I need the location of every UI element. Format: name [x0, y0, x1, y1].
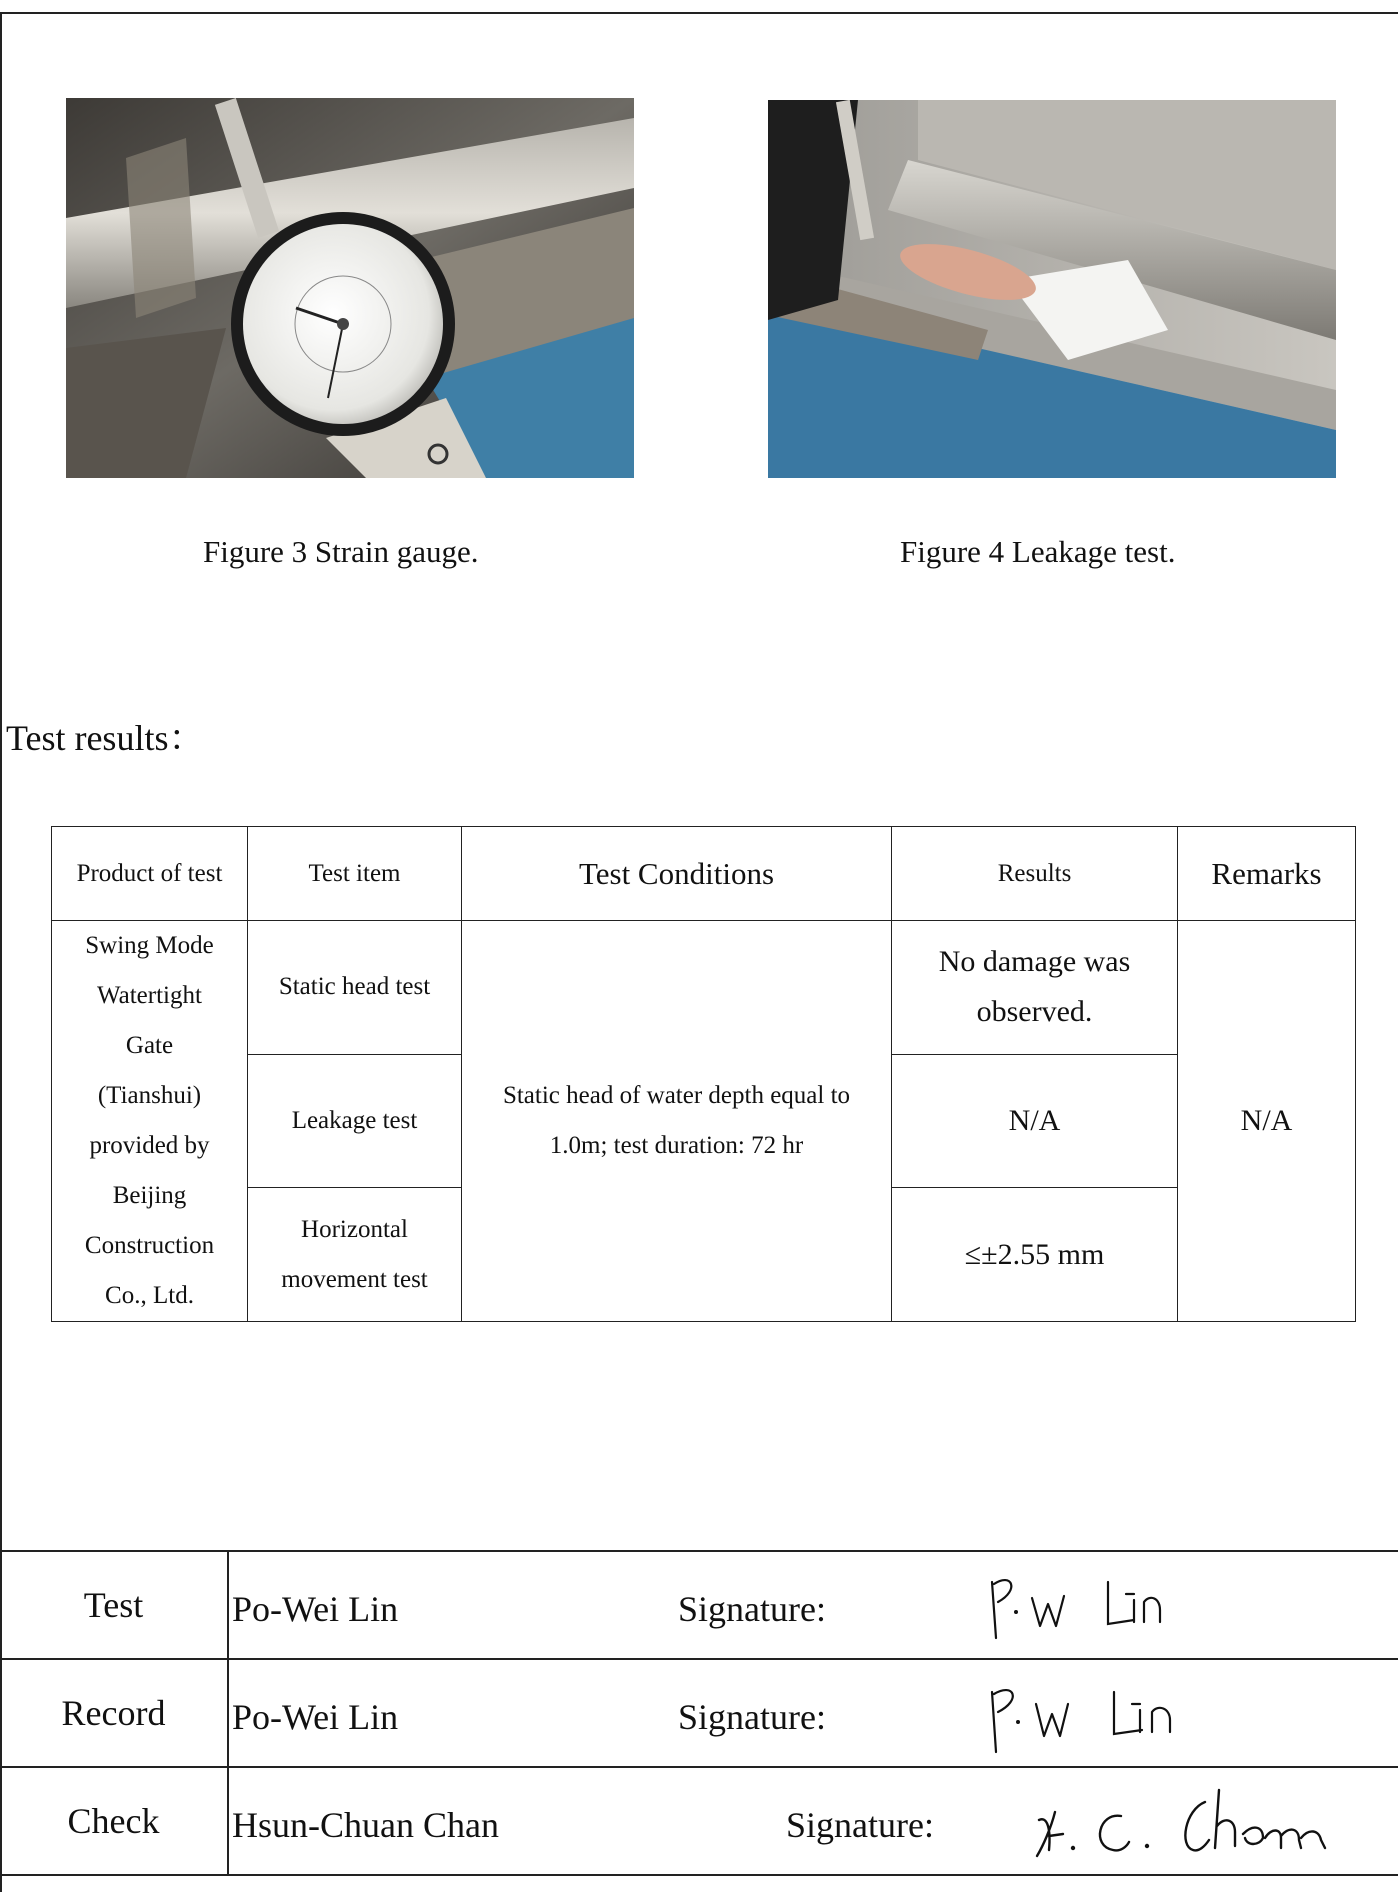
result-leakage	[892, 1054, 1178, 1188]
product-line: Swing Mode	[85, 932, 214, 959]
product-line: Co., Ltd.	[105, 1282, 194, 1309]
signoff-row-check	[0, 1767, 1398, 1875]
result-line: N/A	[1008, 1103, 1061, 1137]
condition-line: 1.0m; test duration: 72 hr	[549, 1132, 804, 1159]
test-item-line: Static head test	[278, 973, 431, 1001]
product-cell	[52, 921, 248, 1322]
header-product: Product of test	[52, 827, 248, 921]
page-border-top	[0, 12, 1398, 14]
header-test-conditions: Test Conditions	[462, 827, 892, 921]
test-item-line: Horizontal	[301, 1215, 408, 1243]
person-cell	[228, 1659, 1398, 1767]
test-item-line: Leakage test	[291, 1106, 418, 1134]
product-line: (Tianshui)	[97, 1082, 202, 1109]
test-results-table	[51, 826, 1356, 1322]
strain-gauge-photo	[66, 98, 634, 478]
product-line: Gate	[125, 1032, 174, 1059]
test-item-static-head	[248, 921, 462, 1055]
person-name: Po-Wei Lin	[232, 1697, 399, 1738]
test-item-line: movement test	[281, 1265, 428, 1293]
table-row	[52, 921, 1356, 1055]
test-conditions-cell	[462, 921, 892, 1322]
result-line: ≤±2.55 mm	[964, 1237, 1105, 1271]
result-static-head	[892, 921, 1178, 1055]
signature-label: Signature:	[678, 1589, 826, 1630]
result-line: observed.	[976, 995, 1093, 1029]
signature-image	[1029, 1776, 1359, 1868]
condition-line: Static head of water depth equal to	[502, 1082, 851, 1109]
signoff-row-test	[0, 1551, 1398, 1659]
header-test-item: Test item	[248, 827, 462, 921]
figure-4-caption: Figure 4 Leakage test.	[900, 534, 1176, 569]
section-title: Test results：	[6, 718, 205, 758]
person-cell	[228, 1551, 1398, 1659]
result-horizontal-movement	[892, 1188, 1178, 1322]
signoff-row-record	[0, 1659, 1398, 1767]
product-line: Beijing	[112, 1182, 187, 1209]
role-label: Check	[0, 1767, 228, 1875]
product-line: Watertight	[97, 982, 202, 1009]
signature-label: Signature:	[786, 1805, 934, 1846]
role-label: Test	[0, 1551, 228, 1659]
test-item-leakage	[248, 1054, 462, 1188]
table-header-row	[52, 827, 1356, 921]
test-item-horizontal-movement	[248, 1188, 462, 1322]
remarks-cell: N/A	[1178, 921, 1356, 1322]
result-line: No damage was	[938, 945, 1131, 979]
figure-3-caption: Figure 3 Strain gauge.	[203, 534, 479, 569]
person-name: Po-Wei Lin	[232, 1589, 399, 1630]
signature-image	[984, 1560, 1204, 1650]
product-line: provided by	[89, 1132, 210, 1159]
product-line: Construction	[84, 1232, 215, 1259]
person-cell	[228, 1767, 1398, 1875]
signature-label: Signature:	[678, 1697, 826, 1738]
leakage-test-photo	[768, 100, 1336, 478]
signature-image	[984, 1668, 1204, 1758]
person-name: Hsun-Chuan Chan	[232, 1805, 499, 1846]
signoff-table	[0, 1550, 1398, 1876]
role-label: Record	[0, 1659, 228, 1767]
header-remarks: Remarks	[1178, 827, 1356, 921]
header-results: Results	[892, 827, 1178, 921]
